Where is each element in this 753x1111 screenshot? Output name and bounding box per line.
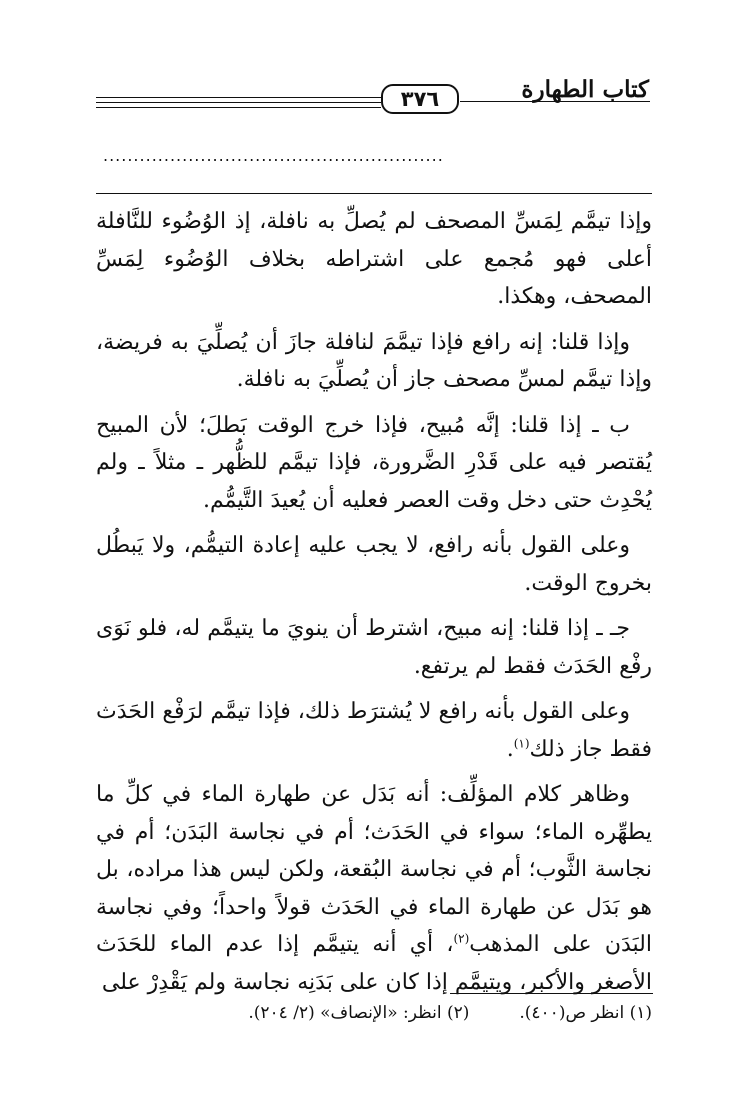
paragraph: ب ـ إذا قلنا: إنَّه مُبيح، فإذا خرج الوقت بَطلَ؛ لأن المبيح يُقتصر فيه على قَدْرِ الضَّرورة، فإذا تيمَّم للظُّهر ـ مثلاً ـ ولم يُحْدِث حتى دخل وقت العصر فعليه أن يُعيدَ التَّيمُّم. — [96, 412, 652, 513]
period: . — [506, 736, 514, 762]
paragraph — [96, 693, 652, 768]
paragraph: وإذا قلنا: إنه رافع فإذا تيمَّمَ لنافلة جازَ أن يُصلِّيَ به فريضة، وإذا تيمَّم لمسِّ مصحف جاز أن يُصلِّيَ به نافلة. — [96, 329, 652, 392]
paragraph: وإذا تيمَّم لِمَسِّ المصحف لم يُصلِّ به نافلة، إذ الوُضُوء للنَّافلة أعلى فهو مُجمع على اشتراطه بخلاف الوُضُوء لِمَسِّ المصحف، وهكذا. — [96, 209, 652, 309]
paragraph-text: وظاهر كلام المؤلِّف: أنه بَدَل عن طهارة الماء في كلِّ ما يطهِّره الماء؛ سواء في الحَدَث؛ أم في نجاسة البَدَن؛ أم في نجاسة الثَّوب؛ أم في نجاسة البُقعة، ولكن ليس هذا مراده، بل هو بَدَل عن طهارة الماء في الحَدَث قولاً واحداً؛ وفي نجاسة البَدَن على المذهب — [96, 782, 652, 957]
header-rule-left — [96, 97, 381, 98]
footnote-ref: (٢) — [453, 931, 470, 946]
footnote-ref: (١) — [513, 736, 530, 751]
footnote-rule — [450, 993, 653, 994]
paragraph-text: وعلى القول بأنه رافع لا يُشترَط ذلك، فإذا تيمَّم لرَفْع الحَدَث فقط جاز ذلك — [96, 699, 652, 762]
header-rule-left — [96, 107, 381, 108]
header-rule-left — [96, 102, 381, 103]
book-title: كتاب الطهارة — [521, 76, 649, 103]
footnotes — [96, 1003, 652, 1023]
header-rule-right — [460, 101, 650, 102]
main-text — [96, 203, 652, 1009]
header-separator — [96, 193, 652, 194]
dotted-divider: ........................................................ — [103, 146, 444, 165]
page-number: ٣٧٦ — [381, 84, 459, 114]
paragraph: وعلى القول بأنه رافع، لا يجب عليه إعادة التيمُّم، ولا يَبطُل بخروج الوقت. — [96, 533, 652, 596]
footnote: (١) انظر ص(٤٠٠). — [519, 1003, 652, 1023]
paragraph-text: ، أي أنه يتيمَّم إذا عدم الماء للحَدَث الأصغر والأكبر، ويتيمَّم إذا كان على بَدَنِه نجاسة ولم يَقْدِرْ على — [96, 932, 652, 995]
paragraph: جـ ـ إذا قلنا: إنه مبيح، اشترط أن ينويَ ما يتيمَّم له، فلو نَوَى رفْع الحَدَث فقط لم يرتفع. — [96, 616, 652, 679]
paragraph — [96, 776, 652, 1001]
footnote: (٢) انظر: «الإنصاف» (٢/ ٢٠٤). — [248, 1003, 470, 1023]
